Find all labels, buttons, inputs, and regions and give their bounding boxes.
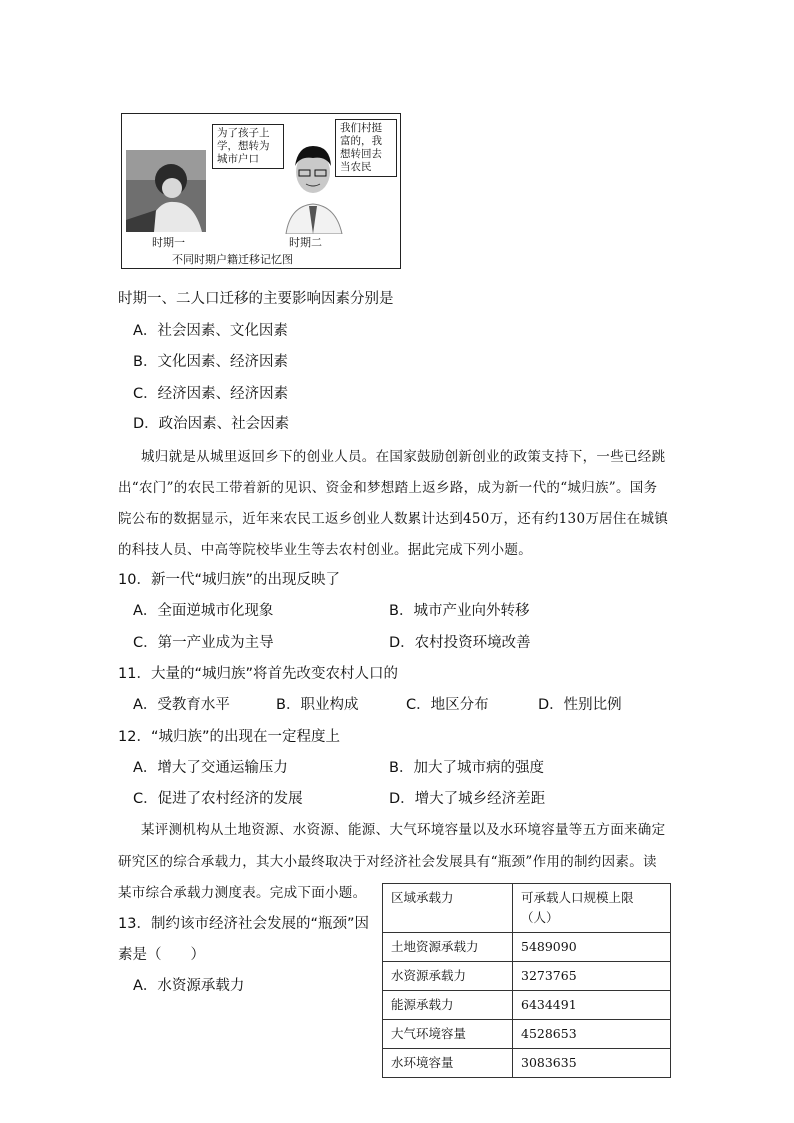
passage1-line2: 出“农门”的农民工带着新的见识、资金和梦想踏上返乡路，成为新一代的“城归族”。国务: [118, 480, 658, 496]
table-cell: 6434491: [513, 991, 671, 1020]
q13-stem-line1: 13．制约该市经济社会发展的“瓶颈”因: [118, 916, 369, 932]
q10-option-d[interactable]: D．农村投资环境改善: [389, 635, 531, 651]
table-row: [383, 933, 671, 962]
q10-stem: 10．新一代“城归族”的出现反映了: [118, 572, 340, 588]
passage2-line2: 研究区的综合承载力，其大小最终取决于对经济社会发展具有“瓶颈”作用的制约因素。读: [118, 854, 657, 870]
table-cell: 4528653: [513, 1020, 671, 1049]
capacity-table: [382, 883, 671, 1078]
q10-option-b[interactable]: B．城市产业向外转移: [389, 603, 530, 619]
q12-option-a[interactable]: A．增大了交通运输压力: [133, 760, 288, 776]
q9-option-b[interactable]: B．文化因素、经济因素: [133, 354, 288, 370]
table-cell: 3273765: [513, 962, 671, 991]
table-cell: 能源承载力: [383, 991, 513, 1020]
passage2-line1: 某评测机构从土地资源、水资源、能源、大气环境容量以及水环境容量等五方面来确定: [141, 822, 666, 838]
q11-option-a[interactable]: A．受教育水平: [133, 697, 230, 713]
table-cell: 水资源承载力: [383, 962, 513, 991]
table-cell: 土地资源承载力: [383, 933, 513, 962]
q12-stem: 12．“城归族”的出现在一定程度上: [118, 729, 340, 745]
label-period-2: 时期二: [289, 236, 322, 249]
table-row: [383, 991, 671, 1020]
q12-option-c[interactable]: C．促进了农村经济的发展: [133, 791, 303, 807]
q11-option-d[interactable]: D．性别比例: [538, 697, 622, 713]
table-cell: 5489090: [513, 933, 671, 962]
table-row: [383, 1049, 671, 1078]
table-header-row: [383, 884, 671, 933]
q13-stem-line2: 素是（ ）: [118, 947, 205, 963]
passage1-line4: 的科技人员、中高等院校毕业生等去农村创业。据此完成下列小题。: [118, 542, 532, 558]
q13-option-a[interactable]: A．水资源承载力: [133, 978, 245, 994]
speech-bubble-1: 为了孩子上学，想转为城市户口: [212, 124, 284, 169]
q9-stem: 时期一、二人口迁移的主要影响因素分别是: [118, 291, 394, 307]
label-period-1: 时期一: [152, 236, 185, 249]
farmer-photo: [126, 150, 206, 232]
q10-option-c[interactable]: C．第一产业成为主导: [133, 635, 274, 651]
q9-option-c[interactable]: C．经济因素、经济因素: [133, 386, 289, 402]
passage1-line3: 院公布的数据显示，近年来农民工返乡创业人数累计达到450万，还有约130万居住在城镇: [118, 511, 669, 527]
q11-option-b[interactable]: B．职业构成: [276, 697, 359, 713]
table-header-cell: 可承载人口规模上限（人）: [513, 884, 671, 933]
table-cell: 水环境容量: [383, 1049, 513, 1078]
q11-stem: 11．大量的“城归族”将首先改变农村人口的: [118, 666, 398, 682]
table-cell: 3083635: [513, 1049, 671, 1078]
table-header-cell: 区域承载力: [383, 884, 513, 933]
table-row: [383, 962, 671, 991]
q9-option-d[interactable]: D．政治因素、社会因素: [133, 416, 290, 432]
q12-option-b[interactable]: B．加大了城市病的强度: [389, 760, 544, 776]
passage1-line1: 城归就是从城里返回乡下的创业人员。在国家鼓励创新创业的政策支持下，一些已经跳: [141, 449, 666, 465]
figure-caption: 不同时期户籍迁移记忆图: [172, 253, 293, 266]
q9-option-a[interactable]: A．社会因素、文化因素: [133, 323, 288, 339]
migration-figure: [121, 113, 401, 269]
speech-bubble-2: 我们村挺富的，我想转回去当农民: [335, 119, 397, 177]
passage2-line3: 某市综合承载力测度表。完成下面小题。: [118, 885, 367, 901]
q11-option-c[interactable]: C．地区分布: [406, 697, 489, 713]
q10-option-a[interactable]: A．全面逆城市化现象: [133, 603, 274, 619]
table-cell: 大气环境容量: [383, 1020, 513, 1049]
table-row: [383, 1020, 671, 1049]
q12-option-d[interactable]: D．增大了城乡经济差距: [389, 791, 546, 807]
